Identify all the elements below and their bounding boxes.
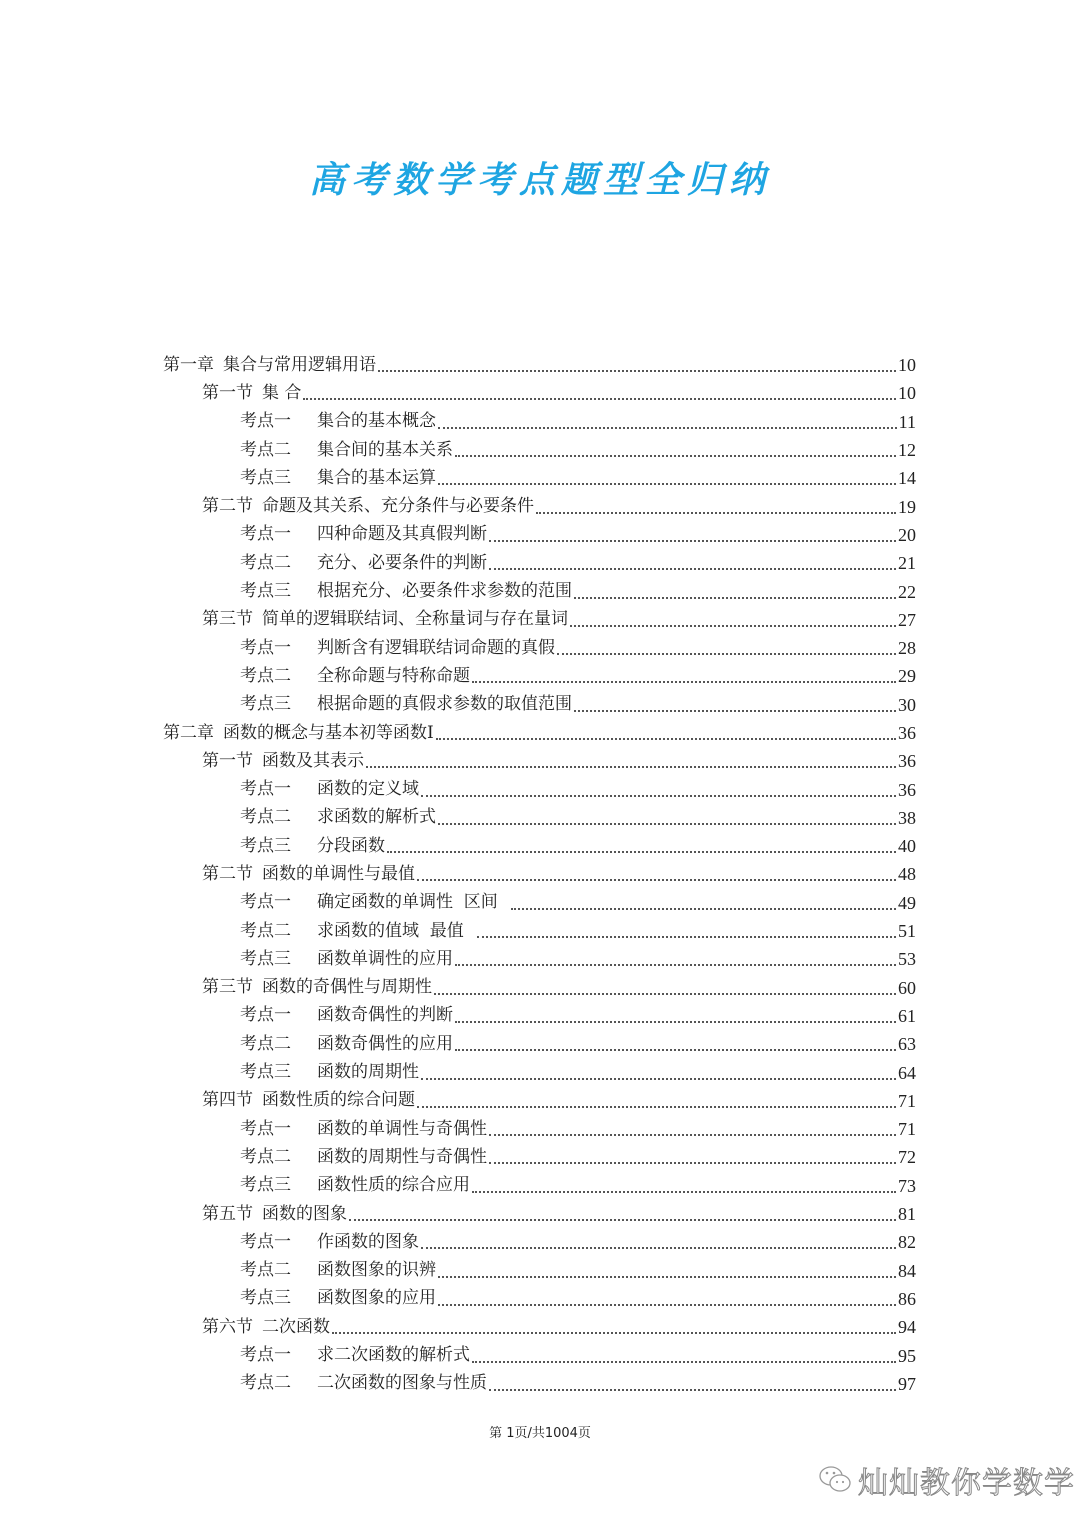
toc-label: 集 合: [262, 382, 302, 403]
toc-page-number: 21: [898, 553, 916, 574]
toc-label: 求二次函数的解析式: [317, 1345, 470, 1366]
watermark: [818, 1458, 1075, 1502]
toc-label: 函数的单调性与奇偶性: [317, 1118, 487, 1139]
toc-section[interactable]: [163, 1087, 916, 1115]
leader-dots: [303, 398, 896, 400]
toc-label: 集合的基本概念: [317, 411, 436, 432]
leader-dots: [455, 964, 896, 966]
leader-dots: [438, 427, 897, 429]
toc-page-number: 11: [898, 411, 916, 432]
toc-page-number: 20: [898, 524, 916, 545]
toc-prefix: 考点三: [240, 948, 291, 969]
leader-dots: [557, 653, 896, 655]
leader-dots: [489, 1162, 896, 1164]
toc-page-number: 30: [898, 694, 916, 715]
toc-prefix: 考点一: [240, 892, 291, 913]
toc-page-number: 86: [898, 1288, 916, 1309]
toc-page-number: 81: [898, 1204, 916, 1225]
toc-page-number: 36: [898, 751, 916, 772]
toc-prefix: 第二节: [202, 496, 253, 517]
toc-prefix: 考点一: [240, 1231, 291, 1252]
leader-dots: [349, 1219, 896, 1221]
leader-dots: [511, 908, 896, 910]
toc-label: 函数的图象: [262, 1203, 347, 1224]
toc-label: 函数性质的综合问题: [262, 1090, 415, 1111]
toc-prefix: 考点一: [240, 1345, 291, 1366]
table-of-contents: [163, 351, 916, 1398]
leader-dots: [455, 1021, 896, 1023]
toc-point[interactable]: [163, 1143, 916, 1171]
toc-label: 函数及其表示: [262, 750, 364, 771]
toc-label: 函数的单调性与最值: [262, 863, 415, 884]
toc-label: 函数图象的识辨: [317, 1260, 436, 1281]
toc-point[interactable]: [163, 1341, 916, 1369]
toc-page-number: 73: [898, 1175, 916, 1196]
toc-prefix: 考点一: [240, 637, 291, 658]
toc-page-number: 82: [898, 1232, 916, 1253]
toc-label: 全称命题与特称命题: [317, 665, 470, 686]
leader-dots: [438, 1276, 896, 1278]
toc-label: 二次函数: [262, 1316, 330, 1337]
toc-label: 集合间的基本关系: [317, 439, 453, 460]
toc-prefix: 第二节: [202, 863, 253, 884]
toc-label: 判断含有逻辑联结词命题的真假: [317, 637, 555, 658]
toc-page-number: 53: [898, 949, 916, 970]
leader-dots: [477, 936, 896, 938]
watermark-text: 灿灿教你学数学: [858, 1466, 1075, 1501]
leader-dots: [455, 1049, 896, 1051]
toc-prefix: 考点三: [240, 581, 291, 602]
toc-prefix: 考点一: [240, 779, 291, 800]
toc-label: 求函数的值域 最值: [317, 920, 475, 941]
toc-prefix: 考点二: [240, 1033, 291, 1054]
leader-dots: [366, 766, 896, 768]
leader-dots: [574, 597, 896, 599]
leader-dots: [332, 1332, 896, 1334]
toc-point[interactable]: [163, 691, 916, 719]
toc-page-number: 48: [898, 864, 916, 885]
toc-point[interactable]: [163, 1172, 916, 1200]
toc-prefix: 第一节: [202, 750, 253, 771]
leader-dots: [455, 455, 896, 457]
toc-section[interactable]: [163, 492, 916, 520]
leader-dots: [421, 1247, 896, 1249]
page-indicator: 第 1页/共1004页: [489, 1426, 591, 1441]
toc-point[interactable]: [163, 464, 916, 492]
toc-section[interactable]: [163, 1313, 916, 1341]
toc-label: 作函数的图象: [317, 1231, 419, 1252]
toc-prefix: 考点二: [240, 552, 291, 573]
toc-chapter[interactable]: [163, 719, 916, 747]
toc-page-number: 97: [898, 1373, 916, 1394]
toc-section[interactable]: [163, 1200, 916, 1228]
toc-chapter[interactable]: [163, 351, 916, 379]
toc-label: 集合的基本运算: [317, 467, 436, 488]
toc-point[interactable]: [163, 945, 916, 973]
toc-point[interactable]: [163, 634, 916, 662]
toc-label: 函数的定义域: [317, 779, 419, 800]
toc-page-number: 28: [898, 638, 916, 659]
toc-point[interactable]: [163, 917, 916, 945]
toc-prefix: 考点二: [240, 1146, 291, 1167]
toc-prefix: 考点三: [240, 1288, 291, 1309]
toc-label: 充分、必要条件的判断: [317, 552, 487, 573]
toc-page-number: 22: [898, 581, 916, 602]
toc-point[interactable]: [163, 832, 916, 860]
toc-point[interactable]: [163, 1370, 916, 1398]
toc-prefix: 考点二: [240, 665, 291, 686]
toc-prefix: 考点一: [240, 1005, 291, 1026]
toc-page-number: 19: [898, 496, 916, 517]
leader-dots: [434, 993, 896, 995]
toc-section[interactable]: [163, 606, 916, 634]
toc-prefix: 考点二: [240, 1373, 291, 1394]
toc-label: 函数奇偶性的判断: [317, 1005, 453, 1026]
toc-point[interactable]: [163, 775, 916, 803]
toc-prefix: 第六节: [202, 1316, 253, 1337]
toc-prefix: 考点三: [240, 1175, 291, 1196]
toc-point[interactable]: [163, 577, 916, 605]
toc-prefix: 第三节: [202, 609, 253, 630]
toc-page-number: 38: [898, 807, 916, 828]
toc-label: 函数图象的应用: [317, 1288, 436, 1309]
leader-dots: [421, 1078, 896, 1080]
toc-page-number: 14: [898, 468, 916, 489]
leader-dots: [472, 681, 896, 683]
toc-prefix: 考点一: [240, 524, 291, 545]
toc-page-number: 84: [898, 1260, 916, 1281]
leader-dots: [472, 1191, 896, 1193]
wechat-icon: [818, 1465, 852, 1495]
toc-label: 根据充分、必要条件求参数的范围: [317, 581, 572, 602]
toc-page-number: 12: [898, 440, 916, 461]
toc-prefix: 考点一: [240, 1118, 291, 1139]
leader-dots: [489, 568, 896, 570]
toc-page-number: 61: [898, 1005, 916, 1026]
toc-label: 集合与常用逻辑用语: [223, 354, 376, 375]
toc-page-number: 60: [898, 977, 916, 998]
toc-label: 求函数的解析式: [317, 807, 436, 828]
leader-dots: [438, 483, 896, 485]
toc-page-number: 29: [898, 666, 916, 687]
toc-point[interactable]: [163, 1115, 916, 1143]
document-title: 高考数学考点题型全归纳: [308, 160, 771, 201]
toc-prefix: 第四节: [202, 1090, 253, 1111]
leader-dots: [436, 738, 896, 740]
toc-point[interactable]: [163, 549, 916, 577]
toc-page-number: 40: [898, 836, 916, 857]
toc-point[interactable]: [163, 1257, 916, 1285]
toc-point[interactable]: [163, 889, 916, 917]
toc-page-number: 36: [898, 723, 916, 743]
toc-prefix: 第一节: [202, 382, 253, 403]
toc-label: 简单的逻辑联结词、全称量词与存在量词: [262, 609, 568, 630]
toc-label: 函数单调性的应用: [317, 948, 453, 969]
leader-dots: [438, 823, 896, 825]
toc-section[interactable]: [163, 974, 916, 1002]
toc-label: 函数的概念与基本初等函数Ⅰ: [223, 722, 434, 743]
toc-section[interactable]: [163, 379, 916, 407]
leader-dots: [574, 710, 896, 712]
toc-label: 函数奇偶性的应用: [317, 1033, 453, 1054]
toc-point[interactable]: [163, 408, 916, 436]
toc-page-number: 95: [898, 1345, 916, 1366]
toc-prefix: 考点二: [240, 920, 291, 941]
leader-dots: [387, 851, 896, 853]
toc-label: 命题及其关系、充分条件与必要条件: [262, 496, 534, 517]
toc-page-number: 10: [898, 355, 916, 376]
toc-point[interactable]: [163, 521, 916, 549]
toc-point[interactable]: [163, 436, 916, 464]
toc-label: 四种命题及其真假判断: [317, 524, 487, 545]
toc-page-number: 49: [898, 892, 916, 913]
leader-dots: [417, 879, 896, 881]
toc-section[interactable]: [163, 747, 916, 775]
toc-page-number: 64: [898, 1062, 916, 1083]
leader-dots: [417, 1106, 896, 1108]
toc-label: 根据命题的真假求参数的取值范围: [317, 694, 572, 715]
toc-page-number: 27: [898, 609, 916, 630]
leader-dots: [489, 1134, 896, 1136]
toc-point[interactable]: [163, 1285, 916, 1313]
toc-page-number: 36: [898, 779, 916, 800]
toc-page-number: 71: [898, 1119, 916, 1140]
toc-prefix: 第三节: [202, 977, 253, 998]
toc-prefix: 考点二: [240, 439, 291, 460]
toc-point[interactable]: [163, 1228, 916, 1256]
leader-dots: [472, 1361, 896, 1363]
toc-point[interactable]: [163, 662, 916, 690]
toc-point[interactable]: [163, 1058, 916, 1086]
toc-label: 函数的周期性: [317, 1062, 419, 1083]
toc-page-number: 63: [898, 1034, 916, 1055]
toc-point[interactable]: [163, 1002, 916, 1030]
toc-page-number: 71: [898, 1090, 916, 1111]
toc-prefix: 第二章: [163, 722, 214, 743]
toc-prefix: 第五节: [202, 1203, 253, 1224]
toc-prefix: 考点二: [240, 1260, 291, 1281]
toc-point[interactable]: [163, 1030, 916, 1058]
toc-label: 确定函数的单调性 区间: [317, 892, 509, 913]
toc-page-number: 94: [898, 1317, 916, 1338]
toc-point[interactable]: [163, 804, 916, 832]
leader-dots: [421, 795, 896, 797]
leader-dots: [378, 370, 896, 372]
toc-page-number: 51: [898, 921, 916, 942]
toc-prefix: 考点三: [240, 467, 291, 488]
leader-dots: [570, 625, 896, 627]
toc-prefix: 考点三: [240, 1062, 291, 1083]
leader-dots: [438, 1304, 896, 1306]
leader-dots: [489, 540, 896, 542]
leader-dots: [536, 512, 896, 514]
toc-label: 函数的周期性与奇偶性: [317, 1146, 487, 1167]
toc-prefix: 第一章: [163, 354, 214, 375]
toc-page-number: 10: [898, 383, 916, 404]
leader-dots: [489, 1389, 896, 1391]
toc-label: 函数的奇偶性与周期性: [262, 977, 432, 998]
toc-label: 函数性质的综合应用: [317, 1175, 470, 1196]
toc-prefix: 考点三: [240, 835, 291, 856]
toc-prefix: 考点三: [240, 694, 291, 715]
toc-label: 二次函数的图象与性质: [317, 1373, 487, 1394]
toc-label: 分段函数: [317, 835, 385, 856]
toc-prefix: 考点一: [240, 411, 291, 432]
toc-page-number: 72: [898, 1147, 916, 1168]
toc-section[interactable]: [163, 860, 916, 888]
toc-prefix: 考点二: [240, 807, 291, 828]
